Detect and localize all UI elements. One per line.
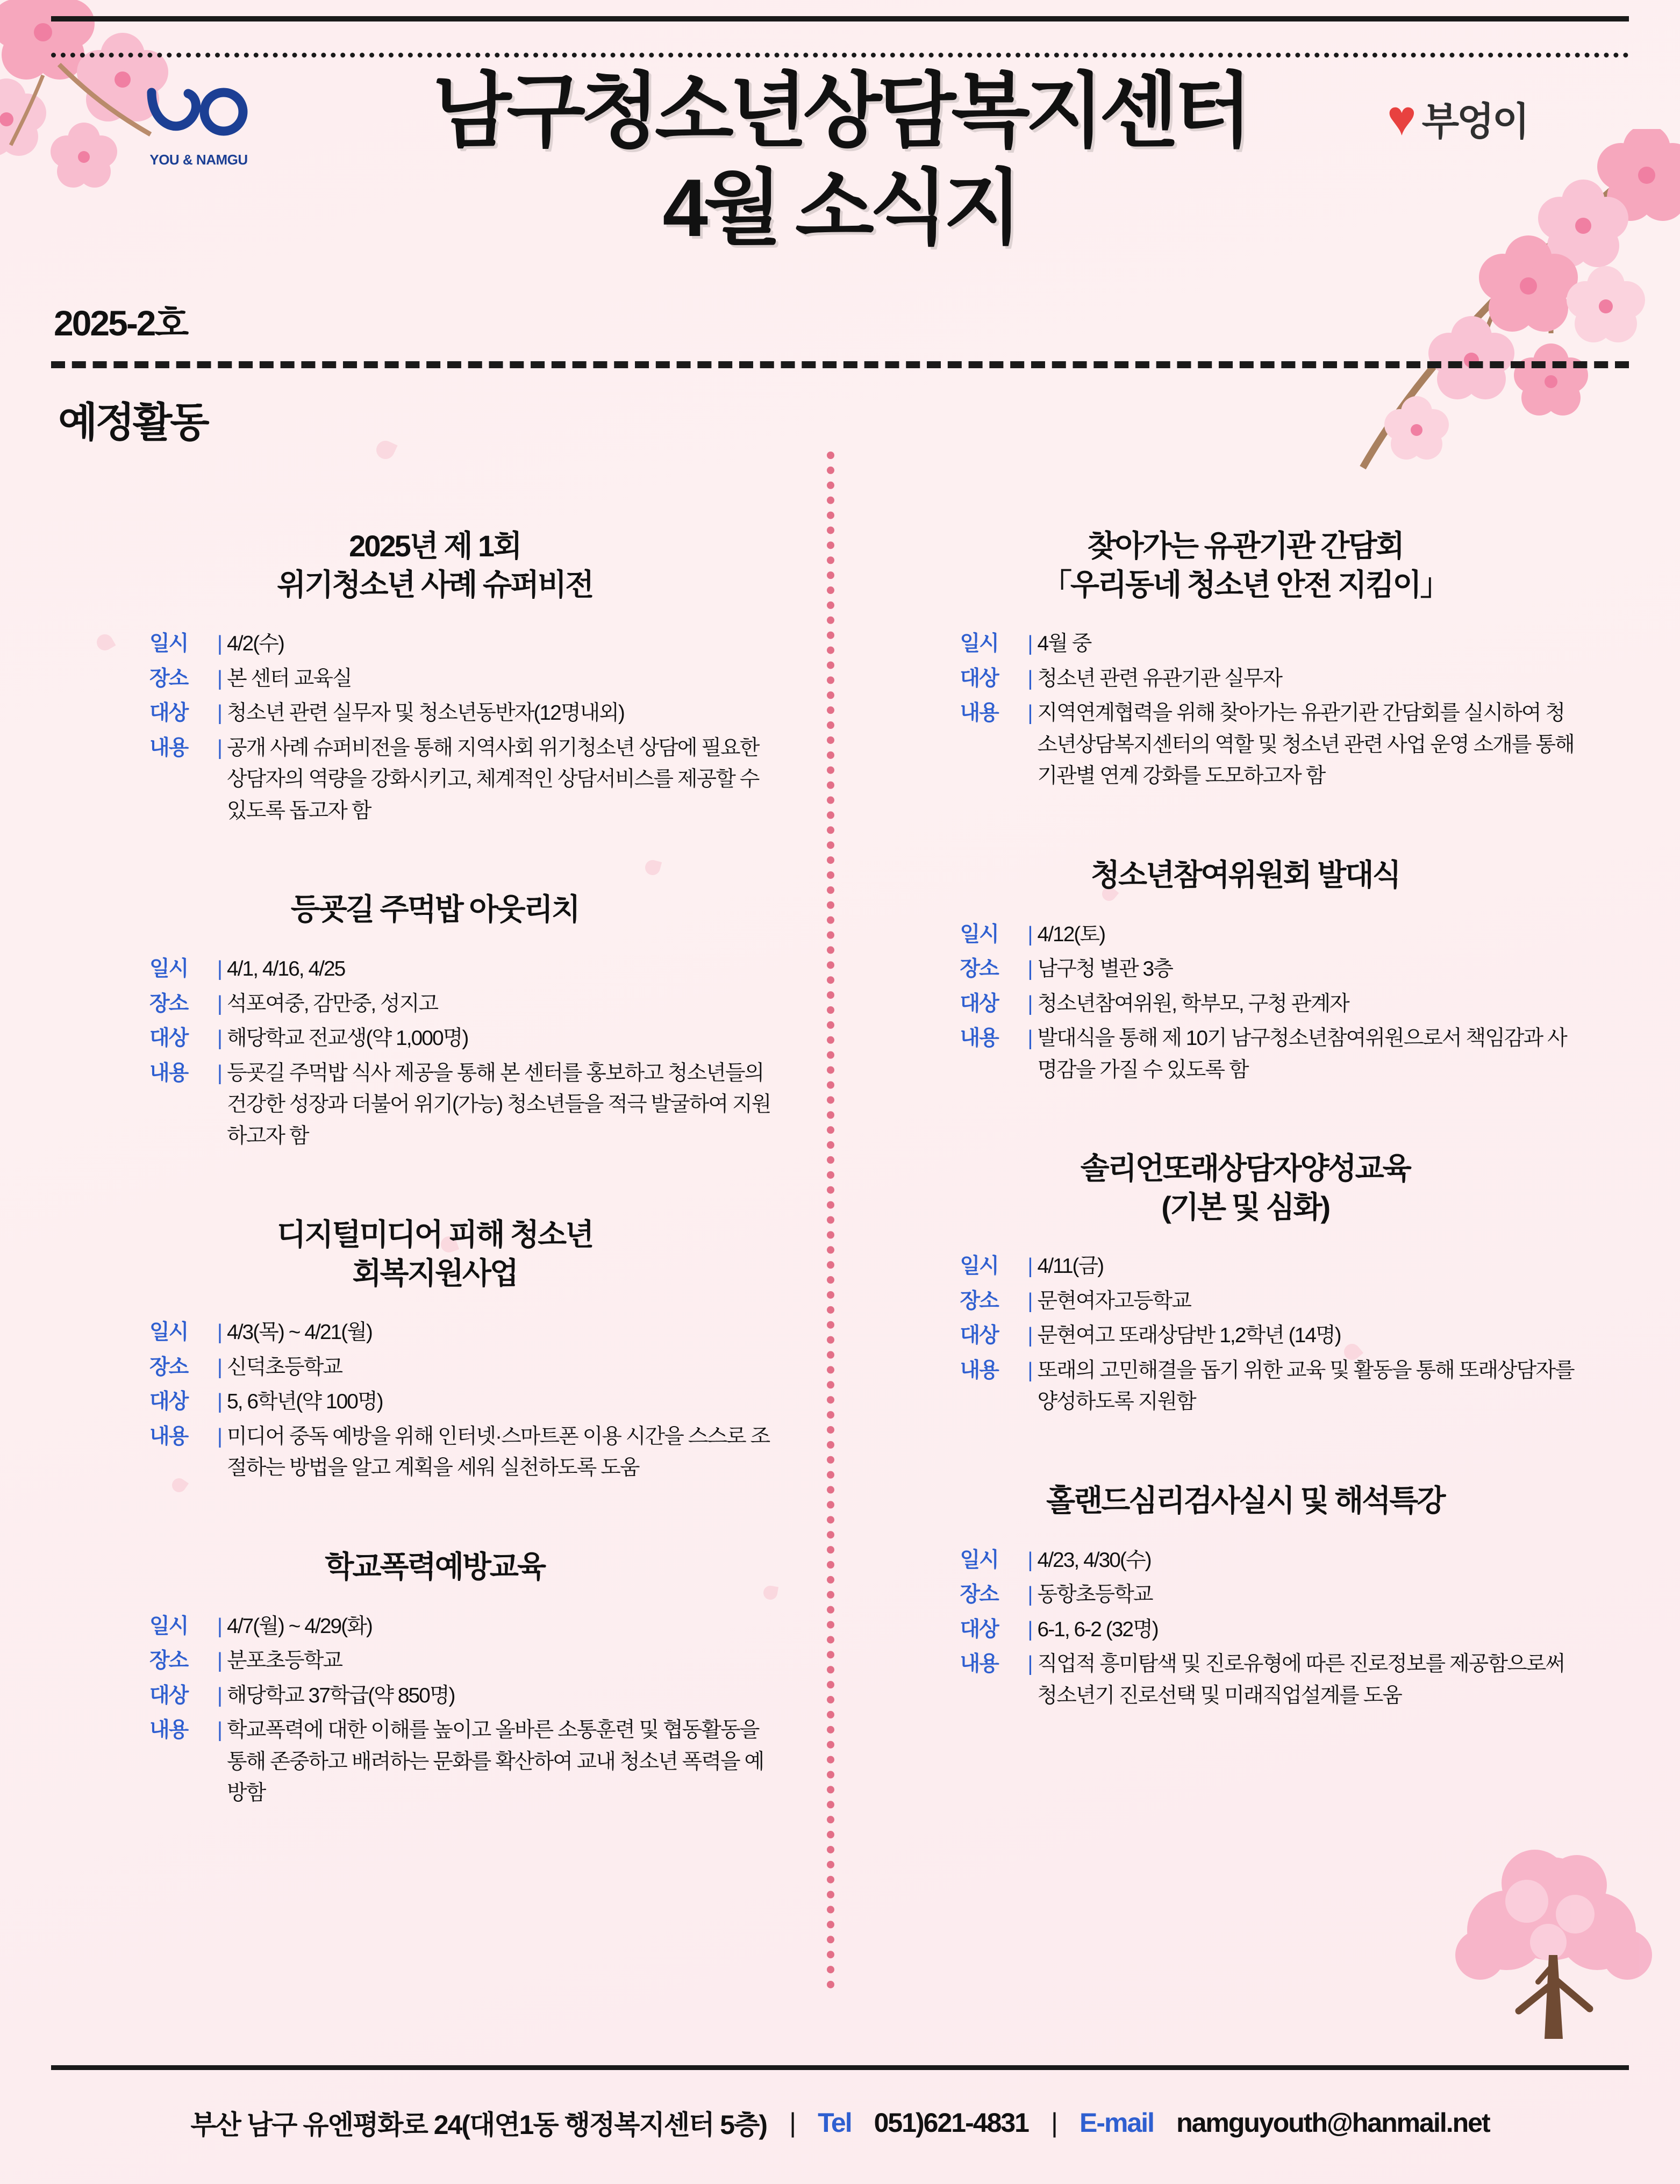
activity-title-line1: 청소년참여위원회 발대식 <box>1090 857 1400 892</box>
value-target: 문현여고 또래상담반 1,2학년 (14명) <box>1037 1324 1341 1348</box>
label-content: 내용 <box>149 736 188 760</box>
value-date: 4/2(수) <box>227 632 284 656</box>
namgu-logo-subtext: YOU & NAMGU <box>149 152 248 168</box>
activity-title-line2: 「우리동네 청소년 안전 지킴이」 <box>1041 567 1449 602</box>
detail-row-content <box>149 1715 773 1809</box>
detail-row-date <box>960 919 1584 951</box>
activity-title <box>81 1215 789 1292</box>
detail-row-target <box>149 1386 773 1418</box>
label-bar: | <box>217 1614 223 1638</box>
label-target: 대상 <box>149 1390 188 1414</box>
section-title-schedule: 예정활동 <box>58 400 208 446</box>
detail-row-date <box>149 954 773 985</box>
label-target: 대상 <box>960 992 998 1015</box>
label-bar: | <box>217 1718 223 1742</box>
label-bar: | <box>1027 1652 1033 1676</box>
activity-title-line1: 학교폭력예방교육 <box>325 1549 545 1584</box>
label-place: 장소 <box>149 992 188 1015</box>
activity-title <box>81 1548 789 1586</box>
detail-row-content <box>960 698 1584 792</box>
activity-details <box>891 919 1600 1086</box>
detail-row-place <box>149 663 773 695</box>
value-content: 학교폭력에 대한 이해를 높이고 올바른 소통훈련 및 협동활동을 통해 존중하고 배려하는 문화를 확산하여 교내 청소년 폭력을 예방함 <box>227 1718 764 1805</box>
divider-bottom-solid <box>51 2065 1629 2070</box>
label-bar: | <box>1027 1324 1033 1348</box>
label-place: 장소 <box>960 1583 998 1607</box>
activity-card <box>81 890 789 1152</box>
value-target: 5, 6학년(약 100명) <box>227 1390 383 1414</box>
label-bar: | <box>1027 922 1033 946</box>
label-bar: | <box>217 667 223 690</box>
detail-row-place <box>149 989 773 1020</box>
value-content: 미디어 중독 예방을 위해 인터넷·스마트폰 이용 시간을 스스로 조절하는 방법을 알고 계획을 세워 실천하도록 도움 <box>227 1424 770 1480</box>
detail-row-content <box>960 1023 1584 1086</box>
label-bar: | <box>217 992 223 1015</box>
detail-row-place <box>149 1352 773 1384</box>
divider-top-dotted <box>51 53 1629 58</box>
label-bar: | <box>217 1321 223 1344</box>
label-content: 내용 <box>960 1027 998 1050</box>
label-place: 장소 <box>960 957 998 981</box>
right-column <box>891 527 1600 1813</box>
activity-title-line1: 등굣길 주먹밥 아웃리치 <box>290 892 579 927</box>
value-content: 또래의 고민해결을 돕기 위한 교육 및 활동을 통해 또래상담자를 양성하도록 지원함 <box>1037 1358 1574 1414</box>
detail-row-place <box>960 954 1584 985</box>
value-place: 동항초등학교 <box>1037 1583 1153 1607</box>
label-target: 대상 <box>149 1684 188 1707</box>
detail-row-target <box>960 1320 1584 1352</box>
detail-row-content <box>149 1058 773 1152</box>
label-bar: | <box>217 1390 223 1414</box>
value-date: 4월 중 <box>1037 632 1091 656</box>
label-bar: | <box>217 1424 223 1448</box>
label-place: 장소 <box>960 1289 998 1313</box>
label-target: 대상 <box>960 1617 998 1641</box>
value-target: 청소년 관련 유관기관 실무자 <box>1037 667 1282 690</box>
label-date: 일시 <box>960 922 998 946</box>
label-target: 대상 <box>960 1324 998 1348</box>
value-date: 4/1, 4/16, 4/25 <box>227 957 345 981</box>
value-target: 해당학교 37학급(약 850명) <box>227 1684 455 1707</box>
label-bar: | <box>217 1061 223 1085</box>
label-bar: | <box>1027 1358 1033 1382</box>
detail-row-content <box>149 733 773 827</box>
footer-email-label: E-mail <box>1080 2108 1154 2138</box>
value-place: 문현여자고등학교 <box>1037 1289 1191 1313</box>
activity-card <box>81 1215 789 1484</box>
detail-row-target <box>149 698 773 729</box>
value-date: 4/12(토) <box>1037 922 1105 946</box>
activity-title <box>81 890 789 929</box>
value-place: 석포여중, 감만중, 성지고 <box>227 992 438 1015</box>
detail-row-content <box>960 1649 1584 1712</box>
label-bar: | <box>1027 957 1033 981</box>
label-target: 대상 <box>149 701 188 725</box>
label-bar: | <box>1027 1027 1033 1050</box>
left-column <box>81 527 789 1813</box>
detail-row-target <box>149 1680 773 1712</box>
label-bar: | <box>217 957 223 981</box>
label-place: 장소 <box>149 667 188 690</box>
activity-title <box>891 527 1600 604</box>
label-content: 내용 <box>960 1358 998 1382</box>
detail-row-place <box>960 1286 1584 1317</box>
petal <box>373 438 397 462</box>
activity-title-line1: 2025년 제 1회 <box>349 529 521 563</box>
activity-card <box>891 1481 1600 1712</box>
footer-tel-value: 051)621-4831 <box>874 2108 1028 2138</box>
label-place: 장소 <box>149 1355 188 1379</box>
label-bar: | <box>1027 632 1033 656</box>
divider-dashed <box>51 361 1629 368</box>
label-date: 일시 <box>960 1255 998 1278</box>
activity-details <box>81 628 789 827</box>
footer-tel-label: Tel <box>818 2108 852 2138</box>
label-content: 내용 <box>149 1061 188 1085</box>
value-place: 남구청 별관 3층 <box>1037 957 1173 981</box>
label-bar: | <box>217 1355 223 1379</box>
activity-title-line2: 회복지원사업 <box>352 1256 518 1290</box>
value-place: 본 센터 교육실 <box>227 667 352 690</box>
value-content: 지역연계협력을 위해 찾아가는 유관기관 간담회를 실시하여 청소년상담복지센터의 역할 및 청소년 관련 사업 운영 소개를 통해 기관별 연계 강화를 도모하고자 함 <box>1037 701 1574 788</box>
detail-row-target <box>149 1023 773 1055</box>
label-bar: | <box>217 1027 223 1050</box>
detail-row-place <box>149 1645 773 1677</box>
label-target: 대상 <box>960 667 998 690</box>
label-target: 대상 <box>149 1027 188 1050</box>
label-bar: | <box>1027 1617 1033 1641</box>
page-title-line2: 4월 소식지 <box>662 162 1018 254</box>
label-bar: | <box>217 701 223 725</box>
footer-contact <box>0 2103 1680 2142</box>
label-place: 장소 <box>149 1649 188 1673</box>
value-target: 6-1, 6-2 (32명) <box>1037 1617 1158 1641</box>
label-bar: | <box>1027 1583 1033 1607</box>
detail-row-date <box>960 1545 1584 1577</box>
label-date: 일시 <box>149 632 188 656</box>
activity-details <box>81 1611 789 1809</box>
value-place: 분포초등학교 <box>227 1649 342 1673</box>
activity-title-line2: 위기청소년 사례 슈퍼비전 <box>277 567 593 602</box>
activity-title <box>891 856 1600 894</box>
activity-title <box>81 527 789 604</box>
detail-row-date <box>149 1611 773 1643</box>
label-content: 내용 <box>960 701 998 725</box>
label-bar: | <box>217 1649 223 1673</box>
footer-address: 부산 남구 유엔평화로 24(대연1동 행정복지센터 5층) <box>190 2110 767 2140</box>
activity-card <box>81 527 789 827</box>
label-date: 일시 <box>149 1321 188 1344</box>
page-title-line1: 남구청소년상담복지센터 <box>432 66 1248 157</box>
label-bar: | <box>217 632 223 656</box>
label-date: 일시 <box>149 957 188 981</box>
value-date: 4/3(목) ~ 4/21(월) <box>227 1321 372 1344</box>
activity-card <box>891 1149 1600 1418</box>
label-bar: | <box>1027 1548 1033 1572</box>
activity-details <box>891 1545 1600 1712</box>
activity-title <box>891 1481 1600 1520</box>
cherry-tree-illustration <box>1438 1850 1664 2065</box>
issue-number: 2025-2호 <box>54 303 188 343</box>
activity-title-line1: 홀랜드심리검사실시 및 해석특강 <box>1046 1483 1445 1517</box>
value-date: 4/23, 4/30(수) <box>1037 1548 1151 1572</box>
label-content: 내용 <box>960 1652 998 1676</box>
value-content: 공개 사례 슈퍼비전을 통해 지역사회 위기청소년 상담에 필요한 상담자의 역량을 강화시키고, 체계적인 상담서비스를 제공할 수 있도록 돕고자 함 <box>227 736 759 822</box>
label-date: 일시 <box>960 632 998 656</box>
activity-title <box>891 1149 1600 1226</box>
detail-row-date <box>149 1317 773 1349</box>
label-bar: | <box>1027 1289 1033 1313</box>
activity-card <box>81 1548 789 1809</box>
value-place: 신덕초등학교 <box>227 1355 342 1379</box>
activity-details <box>891 1251 1600 1418</box>
detail-row-date <box>960 628 1584 660</box>
activity-title-line2: (기본 및 심화) <box>1161 1190 1329 1224</box>
activity-details <box>81 954 789 1152</box>
activity-columns <box>81 527 1599 1813</box>
heart-icon: ♥ <box>1387 91 1417 146</box>
label-bar: | <box>1027 667 1033 690</box>
value-target: 청소년참여위원, 학부모, 구청 관계자 <box>1037 992 1349 1015</box>
label-bar: | <box>1027 1255 1033 1278</box>
label-bar: | <box>1027 701 1033 725</box>
label-bar: | <box>217 1684 223 1707</box>
activity-title-line1: 디지털미디어 피해 청소년 <box>277 1218 593 1252</box>
detail-row-target <box>960 663 1584 695</box>
label-bar: | <box>217 736 223 760</box>
activity-title-line1: 찾아가는 유관기관 간담회 <box>1087 529 1403 563</box>
detail-row-target <box>960 989 1584 1020</box>
activity-details <box>891 628 1600 792</box>
label-content: 내용 <box>149 1424 188 1448</box>
detail-row-target <box>960 1614 1584 1646</box>
value-target: 청소년 관련 실무자 및 청소년동반자(12명내외) <box>227 701 624 725</box>
activity-card <box>891 856 1600 1086</box>
footer-email-value: namguyouth@hanmail.net <box>1176 2108 1490 2138</box>
label-date: 일시 <box>149 1614 188 1638</box>
value-content: 등굣길 주먹밥 식사 제공을 통해 본 센터를 홍보하고 청소년들의 건강한 성장과 더불어 위기(가능) 청소년들을 적극 발굴하여 지원하고자 함 <box>227 1061 771 1148</box>
footer-separator: | <box>1051 2108 1057 2138</box>
detail-row-content <box>149 1421 773 1484</box>
label-content: 내용 <box>149 1718 188 1742</box>
detail-row-date <box>960 1251 1584 1283</box>
value-target: 해당학교 전교생(약 1,000명) <box>227 1027 468 1050</box>
divider-top-solid <box>51 16 1629 22</box>
page-title <box>0 66 1680 255</box>
detail-row-place <box>960 1579 1584 1611</box>
value-content: 직업적 흥미탐색 및 진로유형에 따른 진로정보를 제공함으로써 청소년기 진로선택 및 미래직업설계를 도움 <box>1037 1652 1565 1707</box>
partner-logo-text: 부엉이 <box>1421 101 1528 144</box>
activity-title-line1: 솔리언또래상담자양성교육 <box>1080 1151 1410 1186</box>
detail-row-date <box>149 628 773 660</box>
value-content: 발대식을 통해 제 10기 남구청소년참여위원으로서 책임감과 사명감을 가질 수 있도록 함 <box>1037 1027 1567 1082</box>
label-bar: | <box>1027 992 1033 1015</box>
footer-separator: | <box>789 2108 796 2138</box>
detail-row-content <box>960 1355 1584 1418</box>
activity-details <box>81 1317 789 1484</box>
label-date: 일시 <box>960 1548 998 1572</box>
value-date: 4/11(금) <box>1037 1255 1104 1278</box>
value-date: 4/7(월) ~ 4/29(화) <box>227 1614 372 1638</box>
activity-card <box>891 527 1600 792</box>
